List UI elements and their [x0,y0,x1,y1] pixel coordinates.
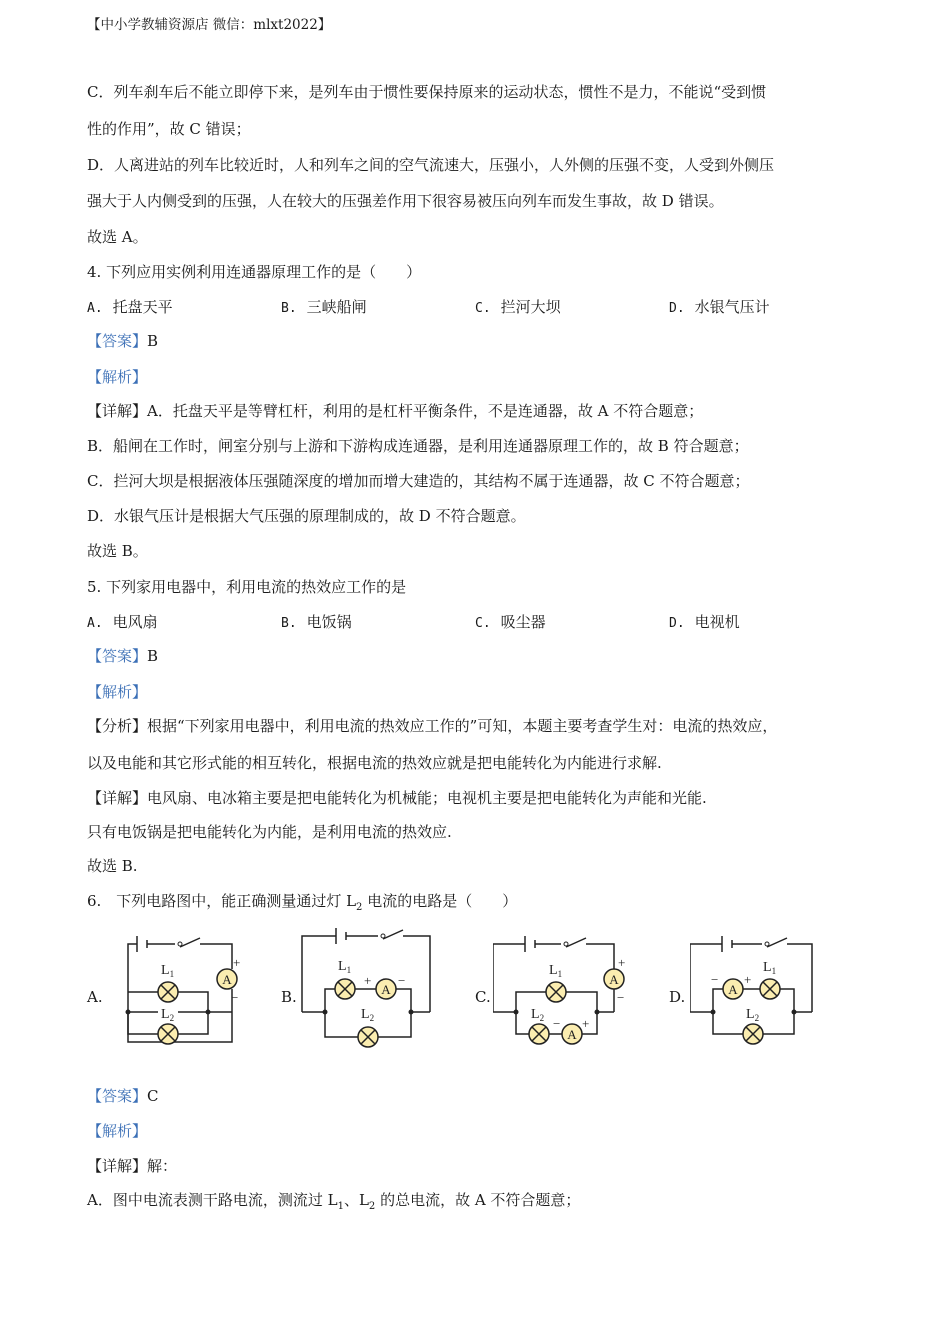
q4-option-a: A. 托盘天平 [87,298,173,316]
svg-text:L1: $L_1$ [549,963,563,979]
q4-analysis-tag: 【解析】 [87,368,148,386]
q4-option-d: D. 水银气压计 [669,298,770,316]
circuit-diagram-c [493,922,638,1052]
q5-detail-line1: 【详解】电风扇、电冰箱主要是把电能转化为机械能；电视机主要是把电能转化为声能和光能. [87,789,707,807]
lamp-icon [158,1024,178,1044]
svg-text:−: − [553,1016,561,1031]
svg-text:L2: $L_2$ [531,1007,545,1023]
svg-text:−: − [398,973,406,988]
lamp-icon [335,979,355,999]
q5-answer: 【答案】B [87,647,159,665]
lamp-icon [158,982,178,1002]
q5-detail-line2: 只有电饭锅是把电能转化为内能，是利用电流的热效应. [87,823,452,841]
q4-detail-a: 【详解】A．托盘天平是等臂杠杆，利用的是杠杆平衡条件，不是连通器，故 A 不符合题意； [87,402,704,420]
svg-text:+: + [618,955,626,970]
svg-text:L2: $L_2$ [746,1007,760,1023]
svg-text:+: + [582,1016,590,1031]
ammeter-icon [723,979,743,999]
q6-detail-intro: 【详解】解： [87,1157,178,1175]
circuit-label-a: A. [87,988,103,1006]
q4-answer: 【答案】B [87,332,159,350]
q5-conclusion: 故选 B. [87,857,138,875]
circuit-diagram-d [690,922,830,1052]
q5-option-b: B. 电饭锅 [281,613,352,631]
q3-option-d-explanation-line2: 强大于人内侧受到的压强，人在较大的压强差作用下很容易被压向列车而发生事故，故 D 错误。 [87,192,724,210]
lamp-icon [529,1024,549,1044]
svg-text:+: + [744,972,752,987]
svg-text:A: A [222,972,232,987]
q6-analysis-tag: 【解析】 [87,1122,148,1140]
svg-text:+: + [364,973,372,988]
q5-option-c: C. 吸尘器 [475,613,546,631]
q6-answer: 【答案】C [87,1087,159,1105]
circuit-label-c: C. [475,988,491,1006]
ammeter-icon [376,979,396,999]
svg-text:L1: $L_1$ [763,960,777,976]
q6-stem: 6. 下列电路图中，能正确测量通过灯 $L_2$ 电流的电路是（ ） [87,892,518,913]
svg-text:L2: $L_2$ [161,1007,175,1023]
svg-text:−: − [231,990,239,1005]
svg-text:−: − [617,990,625,1005]
q6-detail-a: A．图中电流表测干路电流，测流过 $L_1$、$L_2$ 的总电流，故 A 不符合题意； [87,1191,581,1212]
q3-option-c-explanation-line1: C．列车刹车后不能立即停下来，是列车由于惯性要保持原来的运动状态，惯性不是力，不能说“受到惯 [87,83,767,101]
q4-option-c: C. 拦河大坝 [475,298,561,316]
svg-text:A: A [609,972,619,987]
q5-option-a: A. 电风扇 [87,613,158,631]
svg-text:A: A [381,982,391,997]
q5-option-d: D. 电视机 [669,613,740,631]
circuit-label-d: D. [669,988,686,1006]
svg-text:L1: $L_1$ [338,959,352,975]
svg-text:L1: $L_1$ [161,963,175,979]
q5-fenxi-line1: 【分析】根据“下列家用电器中，利用电流的热效应工作的”可知，本题主要考查学生对：电流的热效应， [87,717,778,735]
q5-stem: 5. 下列家用电器中，利用电流的热效应工作的是 [87,578,407,596]
ammeter-icon [217,969,237,989]
lamp-icon [760,979,780,999]
q4-conclusion: 故选 B。 [87,542,148,560]
q5-fenxi-line2: 以及电能和其它形式能的相互转化，根据电流的热效应就是把电能转化为内能进行求解. [87,754,662,772]
svg-text:−: − [711,972,719,987]
q4-detail-c: C．拦河大坝是根据液体压强随深度的增加而增大建造的，其结构不属于连通器，故 C 不符合题意； [87,472,750,490]
q4-stem: 4. 下列应用实例利用连通器原理工作的是（ ） [87,263,422,281]
q3-option-c-explanation-line2: 性的作用”，故 C 错误； [87,120,251,138]
lamp-icon [743,1024,763,1044]
svg-text:+: + [233,955,241,970]
q3-option-d-explanation-line1: D．人离进站的列车比较近时，人和列车之间的空气流速大，压强小，人外侧的压强不变，人受到外侧压 [87,156,775,174]
q4-detail-d: D．水银气压计是根据大气压强的原理制成的，故 D 不符合题意。 [87,507,526,525]
q4-detail-b: B．船闸在工作时，闸室分别与上游和下游构成连通器，是利用连通器原理工作的，故 B 符合题意； [87,437,749,455]
q5-analysis-tag: 【解析】 [87,683,148,701]
ammeter-icon [562,1024,582,1044]
circuit-label-b: B. [281,988,297,1006]
ammeter-icon [604,969,624,989]
svg-text:A: A [567,1027,577,1042]
page-header: 【中小学教辅资源店 微信：mlxt2022】 [87,17,332,33]
q3-conclusion: 故选 A。 [87,228,148,246]
circuit-diagram-a [105,922,245,1052]
lamp-icon [358,1027,378,1047]
lamp-icon [546,982,566,1002]
q4-option-b: B. 三峡船闸 [281,298,367,316]
svg-text:L2: $L_2$ [361,1007,375,1023]
svg-text:A: A [728,982,738,997]
circuit-diagram-b [298,922,438,1052]
